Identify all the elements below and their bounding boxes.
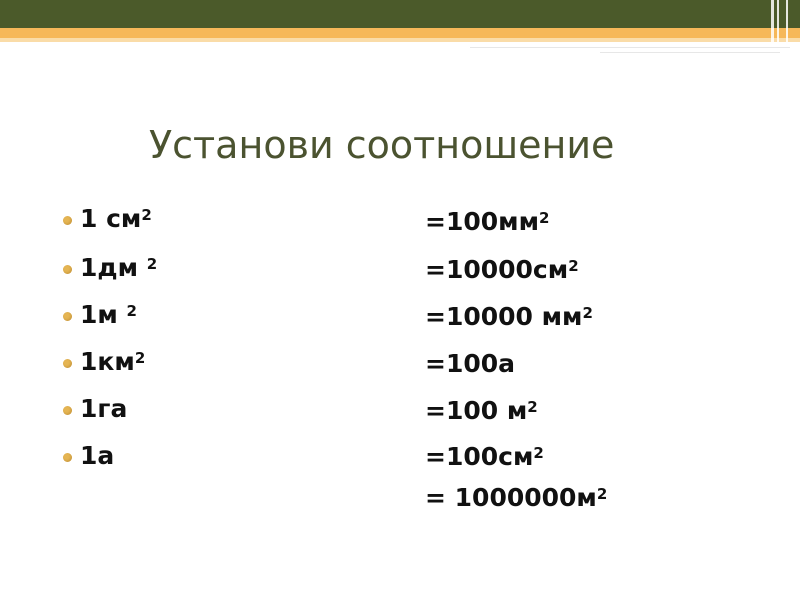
list-item: $=100см^2$ [425,442,544,471]
list-item: 1дм $^2$ [80,253,158,282]
list-item: 1га [80,394,128,423]
list-item: $1км^2$ [80,347,146,376]
list-item: 1а [80,441,115,470]
list-item: 1 $см^2$ [80,204,152,233]
list-item: =10000 $мм^2$ [425,302,593,331]
list-item: 1м $^2$ [80,300,137,329]
slide-title: Установи соотношение [149,123,615,167]
list-item: =100 $м^2$ [425,396,538,425]
list-item: $=10000см^2$ [425,255,579,284]
list-item: $=100мм^2$ [425,207,550,236]
list-item: =100а [425,349,516,378]
list-item: = $1000000м^2$ [425,483,608,512]
